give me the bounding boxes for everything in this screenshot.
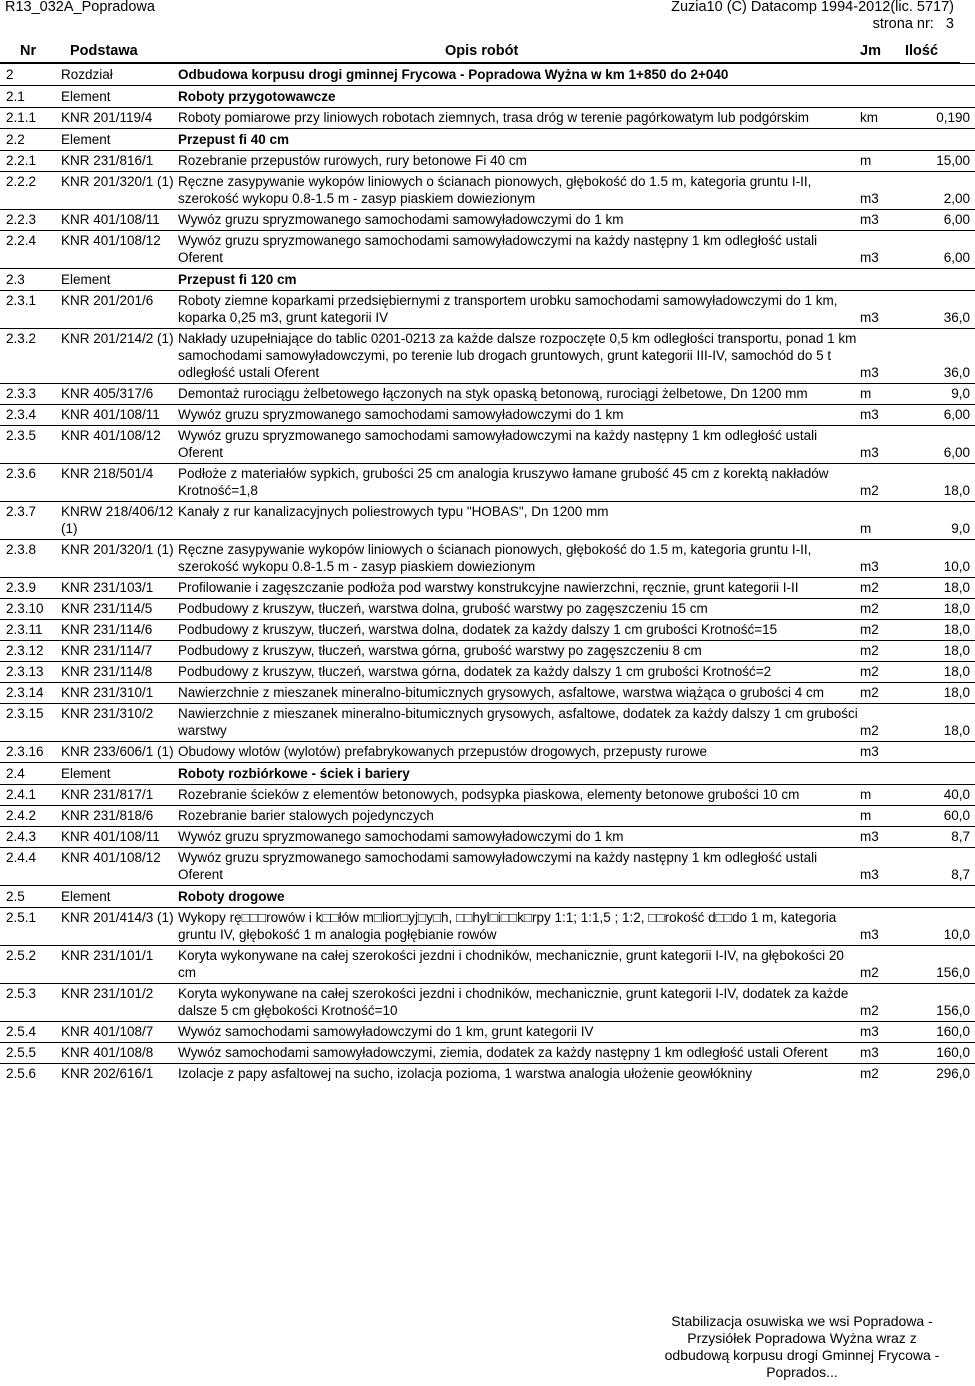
table-row (0, 540, 975, 578)
row-description: Roboty pomiarowe przy liniowych robotach ziemnych, trasa dróg w terenie pagórkowatym lub podgórskim (176, 108, 860, 129)
row-description: Wywóz gruzu spryzmowanego samochodami samowyładowczymi na każdy następny 1 km odległość ustali Oferent (176, 426, 860, 464)
row-unit: m (860, 806, 912, 827)
row-description: Wywóz gruzu spryzmowanego samochodami samowyładowczymi na każdy następny 1 km odległość ustali Oferent (176, 231, 860, 269)
row-unit: m3 (860, 1022, 912, 1043)
row-unit (860, 64, 912, 86)
row-unit: m3 (860, 540, 912, 578)
row-quantity: 18,0 (912, 662, 975, 683)
row-quantity: 9,0 (912, 502, 975, 540)
row-basis: KNR 231/114/7 (61, 641, 176, 662)
row-number: 2.2.3 (0, 210, 61, 231)
software-license: Zuzia10 (C) Datacomp 1994-2012(lic. 5717) (671, 0, 954, 15)
row-number: 2.3.1 (0, 291, 61, 329)
row-number: 2.3.6 (0, 464, 61, 502)
row-basis: KNR 401/108/11 (61, 827, 176, 848)
row-basis: Element (61, 129, 176, 151)
row-basis: KNR 231/310/1 (61, 683, 176, 704)
row-number: 2.3.10 (0, 599, 61, 620)
document-code: R13_032A_Popradowa (5, 0, 155, 15)
row-basis: KNR 405/317/6 (61, 384, 176, 405)
section-row (0, 86, 975, 108)
table-row (0, 384, 975, 405)
row-number: 2.3.3 (0, 384, 61, 405)
row-unit: m2 (860, 641, 912, 662)
row-basis: KNR 401/108/11 (61, 405, 176, 426)
row-unit: m2 (860, 464, 912, 502)
table-row (0, 426, 975, 464)
row-description: Koryta wykonywane na całej szerokości jezdni i chodników, mechanicznie, grunt kategorii I-IV, na głębokości 20 cm (176, 946, 860, 984)
row-quantity: 160,0 (912, 1043, 975, 1064)
col-opis: Opis robót (445, 43, 519, 59)
row-unit: m3 (860, 426, 912, 464)
row-unit: m3 (860, 172, 912, 210)
table-row (0, 578, 975, 599)
row-number: 2.2.4 (0, 231, 61, 269)
row-unit: m2 (860, 1064, 912, 1085)
row-quantity: 18,0 (912, 683, 975, 704)
row-unit: m3 (860, 210, 912, 231)
row-number: 2.4 (0, 763, 61, 785)
row-number: 2 (0, 64, 61, 86)
row-quantity: 60,0 (912, 806, 975, 827)
row-quantity: 8,7 (912, 848, 975, 886)
row-quantity: 156,0 (912, 946, 975, 984)
table-row (0, 984, 975, 1022)
row-unit (860, 86, 912, 108)
row-description: Demontaż rurociągu żelbetowego łączonych na styk opaską betonową, rurociągi żelbetowe, Dn 1200 mm (176, 384, 860, 405)
row-unit (860, 886, 912, 908)
table-row (0, 742, 975, 763)
row-basis: KNR 231/114/8 (61, 662, 176, 683)
section-row (0, 129, 975, 151)
row-basis: KNR 231/101/1 (61, 946, 176, 984)
row-number: 2.3.11 (0, 620, 61, 641)
footer-line: Przysiółek Popradowa Wyżna wraz z (687, 1330, 917, 1346)
col-podstawa: Podstawa (70, 43, 138, 59)
row-quantity: 156,0 (912, 984, 975, 1022)
row-quantity: 6,00 (912, 210, 975, 231)
row-description: Nawierzchnie z mieszanek mineralno-bitumicznych grysowych, asfaltowe, warstwa wiążąca o grubości 4 cm (176, 683, 860, 704)
row-quantity: 6,00 (912, 426, 975, 464)
table-row (0, 464, 975, 502)
row-description: Rozebranie ścieków z elementów betonowych, podsypka piaskowa, elementy betonowe grubości 10 cm (176, 785, 860, 806)
row-unit: m3 (860, 1043, 912, 1064)
table-row (0, 1022, 975, 1043)
table-row (0, 683, 975, 704)
row-number: 2.3.15 (0, 704, 61, 742)
row-unit (860, 269, 912, 291)
row-unit: m2 (860, 578, 912, 599)
row-unit: m3 (860, 291, 912, 329)
section-row (0, 886, 975, 908)
row-basis: KNR 231/817/1 (61, 785, 176, 806)
row-basis: Element (61, 269, 176, 291)
table-row (0, 946, 975, 984)
row-basis: KNR 401/108/11 (61, 210, 176, 231)
row-number: 2.3.14 (0, 683, 61, 704)
table-row (0, 620, 975, 641)
row-number: 2.3.16 (0, 742, 61, 763)
row-unit: m (860, 502, 912, 540)
col-jm: Jm (860, 43, 881, 59)
row-description: Koryta wykonywane na całej szerokości jezdni i chodników, mechanicznie, grunt kategorii I-IV, dodatek za każde dalsze 5 cm głębokości Krotność=10 (176, 984, 860, 1022)
row-basis: Rozdział (61, 64, 176, 86)
row-quantity: 160,0 (912, 1022, 975, 1043)
row-unit: m (860, 151, 912, 172)
page-indicator (671, 16, 954, 33)
row-basis: KNR 202/616/1 (61, 1064, 176, 1085)
row-number: 2.5.3 (0, 984, 61, 1022)
row-description: Profilowanie i zagęszczanie podłoża pod warstwy konstrukcyjne nawierzchni, ręcznie, grunt kategorii I-II (176, 578, 860, 599)
row-number: 2.4.2 (0, 806, 61, 827)
row-basis: KNR 201/320/1 (1) (61, 172, 176, 210)
row-number: 2.4.4 (0, 848, 61, 886)
table-row (0, 827, 975, 848)
row-number: 2.1.1 (0, 108, 61, 129)
table-row (0, 1043, 975, 1064)
footer-line: Stabilizacja osuwiska we wsi Popradowa - (671, 1313, 933, 1329)
row-quantity: 36,0 (912, 329, 975, 384)
row-unit: m3 (860, 329, 912, 384)
row-number: 2.5.6 (0, 1064, 61, 1085)
row-unit: km (860, 108, 912, 129)
row-quantity: 6,00 (912, 405, 975, 426)
row-description: Wywóz gruzu spryzmowanego samochodami samowyładowczymi do 1 km (176, 210, 860, 231)
table-row (0, 502, 975, 540)
row-description: Rozebranie przepustów rurowych, rury betonowe Fi 40 cm (176, 151, 860, 172)
row-description: Kanały z rur kanalizacyjnych poliestrowych typu "HOBAS", Dn 1200 mm (176, 502, 860, 540)
table-row (0, 662, 975, 683)
table-row (0, 291, 975, 329)
row-quantity: 0,190 (912, 108, 975, 129)
row-quantity (912, 269, 975, 291)
row-unit: m2 (860, 620, 912, 641)
row-quantity (912, 129, 975, 151)
row-number: 2.3.7 (0, 502, 61, 540)
row-basis: KNR 231/114/5 (61, 599, 176, 620)
row-description: Roboty przygotowawcze (176, 86, 860, 108)
row-description: Wywóz samochodami samowyładowczymi, ziemia, dodatek za każdy następny 1 km odległość ustali Oferent (176, 1043, 860, 1064)
row-description: Przepust fi 120 cm (176, 269, 860, 291)
table-row (0, 172, 975, 210)
row-description: Przepust fi 40 cm (176, 129, 860, 151)
row-number: 2.3.5 (0, 426, 61, 464)
row-basis: KNR 201/414/3 (1) (61, 908, 176, 946)
table-row (0, 151, 975, 172)
row-number: 2.5 (0, 886, 61, 908)
table-row (0, 848, 975, 886)
row-quantity: 6,00 (912, 231, 975, 269)
row-unit: m3 (860, 742, 912, 763)
row-number: 2.2.2 (0, 172, 61, 210)
row-basis: KNR 201/214/2 (1) (61, 329, 176, 384)
row-basis: Element (61, 763, 176, 785)
row-unit: m2 (860, 599, 912, 620)
row-description: Wywóz gruzu spryzmowanego samochodami samowyładowczymi na każdy następny 1 km odległość ustali Oferent (176, 848, 860, 886)
row-quantity: 8,7 (912, 827, 975, 848)
row-unit: m2 (860, 683, 912, 704)
row-quantity: 10,0 (912, 908, 975, 946)
row-basis: KNRW 218/406/12 (1) (61, 502, 176, 540)
row-description: Wywóz gruzu spryzmowanego samochodami samowyładowczymi do 1 km (176, 827, 860, 848)
row-quantity: 2,00 (912, 172, 975, 210)
row-unit: m (860, 384, 912, 405)
page-label: strona nr: (872, 16, 934, 32)
col-ilosc: Ilość (905, 43, 939, 59)
row-unit: m2 (860, 704, 912, 742)
row-number: 2.2 (0, 129, 61, 151)
row-quantity (912, 742, 975, 763)
row-basis: KNR 231/103/1 (61, 578, 176, 599)
row-number: 2.3 (0, 269, 61, 291)
row-basis: KNR 231/818/6 (61, 806, 176, 827)
footer-project-title (652, 1313, 952, 1381)
row-quantity: 18,0 (912, 464, 975, 502)
table-row (0, 210, 975, 231)
row-description: Wywóz gruzu spryzmowanego samochodami samowyładowczymi do 1 km (176, 405, 860, 426)
table-row (0, 1064, 975, 1085)
row-unit (860, 129, 912, 151)
row-description: Nawierzchnie z mieszanek mineralno-bitumicznych grysowych, asfaltowe, dodatek za każdy dalszy 1 cm grubości warstwy (176, 704, 860, 742)
row-unit: m (860, 785, 912, 806)
row-description: Podbudowy z kruszyw, tłuczeń, warstwa dolna, dodatek za każdy dalszy 1 cm grubości Krotność=15 (176, 620, 860, 641)
row-number: 2.5.5 (0, 1043, 61, 1064)
col-nr: Nr (20, 43, 37, 59)
table-row (0, 405, 975, 426)
row-number: 2.3.12 (0, 641, 61, 662)
footer-line: Poprados... (766, 1364, 838, 1380)
row-description: Ręczne zasypywanie wykopów liniowych o ścianach pionowych, głębokość do 1.5 m, kategoria gruntu I-II, szerokość wykopu 0.8-1.5 m - zasyp piaskiem dowiezionym (176, 540, 860, 578)
table-row (0, 108, 975, 129)
row-quantity (912, 64, 975, 86)
row-description: Podbudowy z kruszyw, tłuczeń, warstwa górna, dodatek za każdy dalszy 1 cm grubości Krotność=2 (176, 662, 860, 683)
row-number: 2.3.8 (0, 540, 61, 578)
footer-line: odbudową korpusu drogi Gminnej Frycowa - (664, 1347, 940, 1363)
row-description: Roboty rozbiórkowe - ściek i bariery (176, 763, 860, 785)
row-number: 2.4.1 (0, 785, 61, 806)
software-info (671, 0, 954, 33)
row-basis: KNR 218/501/4 (61, 464, 176, 502)
table-row (0, 599, 975, 620)
row-quantity: 296,0 (912, 1064, 975, 1085)
row-unit: m3 (860, 848, 912, 886)
page-header (0, 0, 960, 42)
table-row (0, 231, 975, 269)
row-number: 2.3.9 (0, 578, 61, 599)
row-unit: m2 (860, 984, 912, 1022)
row-unit: m3 (860, 231, 912, 269)
row-quantity: 9,0 (912, 384, 975, 405)
row-number: 2.5.1 (0, 908, 61, 946)
row-basis: KNR 401/108/12 (61, 848, 176, 886)
row-unit: m2 (860, 946, 912, 984)
column-headers (0, 42, 960, 63)
row-basis: KNR 401/108/8 (61, 1043, 176, 1064)
row-unit: m3 (860, 908, 912, 946)
table-row (0, 785, 975, 806)
row-quantity: 36,0 (912, 291, 975, 329)
row-basis: KNR 231/310/2 (61, 704, 176, 742)
section-row (0, 269, 975, 291)
row-quantity: 18,0 (912, 620, 975, 641)
section-row (0, 763, 975, 785)
row-quantity: 18,0 (912, 641, 975, 662)
row-unit: m3 (860, 827, 912, 848)
row-basis: KNR 231/101/2 (61, 984, 176, 1022)
row-unit: m3 (860, 405, 912, 426)
section-row (0, 64, 975, 86)
row-description: Izolacje z papy asfaltowej na sucho, izolacja pozioma, 1 warstwa analogia ułożenie geowłókniny (176, 1064, 860, 1085)
row-number: 2.1 (0, 86, 61, 108)
row-description: Podłoże z materiałów sypkich, grubości 25 cm analogia kruszywo łamane grubość 45 cm z korektą nakładów Krotność=1,8 (176, 464, 860, 502)
row-basis: Element (61, 86, 176, 108)
table-row (0, 908, 975, 946)
row-description: Roboty ziemne koparkami przedsiębiernymi z transportem urobku samochodami samowyładowczymi do 1 km, koparka 0,25 m3, grunt kategorii IV (176, 291, 860, 329)
row-basis: KNR 201/119/4 (61, 108, 176, 129)
row-number: 2.3.2 (0, 329, 61, 384)
row-unit: m2 (860, 662, 912, 683)
row-unit (860, 763, 912, 785)
row-quantity (912, 886, 975, 908)
row-basis: Element (61, 886, 176, 908)
row-basis: KNR 233/606/1 (1) (61, 742, 176, 763)
cost-table-body (0, 64, 975, 1085)
row-quantity: 18,0 (912, 704, 975, 742)
row-description: Wywóz samochodami samowyładowczymi do 1 km, grunt kategorii IV (176, 1022, 860, 1043)
row-basis: KNR 231/816/1 (61, 151, 176, 172)
row-quantity (912, 86, 975, 108)
row-quantity: 40,0 (912, 785, 975, 806)
table-row (0, 329, 975, 384)
row-number: 2.5.4 (0, 1022, 61, 1043)
row-number: 2.3.4 (0, 405, 61, 426)
row-description: Ręczne zasypywanie wykopów liniowych o ścianach pionowych, głębokość do 1.5 m, kategoria gruntu I-II, szerokość wykopu 0.8-1.5 m - zasyp piaskiem dowiezionym (176, 172, 860, 210)
row-description: Rozebranie barier stalowych pojedynczych (176, 806, 860, 827)
row-description: Obudowy wlotów (wylotów) prefabrykowanych przepustów drogowych, przepusty rurowe (176, 742, 860, 763)
row-description: Odbudowa korpusu drogi gminnej Frycowa - Popradowa Wyżna w km 1+850 do 2+040 (176, 64, 860, 86)
row-basis: KNR 401/108/7 (61, 1022, 176, 1043)
row-basis: KNR 231/114/6 (61, 620, 176, 641)
cost-table (0, 63, 975, 1084)
row-basis: KNR 201/320/1 (1) (61, 540, 176, 578)
row-number: 2.3.13 (0, 662, 61, 683)
row-description: Roboty drogowe (176, 886, 860, 908)
table-row (0, 704, 975, 742)
row-basis: KNR 401/108/12 (61, 231, 176, 269)
row-description: Podbudowy z kruszyw, tłuczeń, warstwa dolna, grubość warstwy po zagęszczeniu 15 cm (176, 599, 860, 620)
row-quantity: 18,0 (912, 599, 975, 620)
row-description: Podbudowy z kruszyw, tłuczeń, warstwa górna, grubość warstwy po zagęszczeniu 8 cm (176, 641, 860, 662)
row-quantity: 10,0 (912, 540, 975, 578)
row-number: 2.4.3 (0, 827, 61, 848)
row-number: 2.2.1 (0, 151, 61, 172)
row-quantity (912, 763, 975, 785)
row-number: 2.5.2 (0, 946, 61, 984)
page-number: 3 (945, 16, 954, 32)
row-basis: KNR 401/108/12 (61, 426, 176, 464)
table-row (0, 641, 975, 662)
row-quantity: 15,00 (912, 151, 975, 172)
row-basis: KNR 201/201/6 (61, 291, 176, 329)
table-row (0, 806, 975, 827)
row-description: Wykopy rę□□□rowów i k□□łów m□lior□yj□y□h, □□hyl□i□□k□rpy 1:1; 1:1,5 ; 1:2, □□rokość d□□do 1 m, kategoria gruntu IV, głębokość 1 m analogia pogłębianie rowów (176, 908, 860, 946)
row-description: Nakłady uzupełniające do tablic 0201-0213 za każde dalsze rozpoczęte 0,5 km odległości transportu, ponad 1 km samochodami samowyładowczymi, po terenie lub drogach gruntowych, grunt kategorii III-IV, samochód do 5 t odległość ustali Oferent (176, 329, 860, 384)
row-quantity: 18,0 (912, 578, 975, 599)
